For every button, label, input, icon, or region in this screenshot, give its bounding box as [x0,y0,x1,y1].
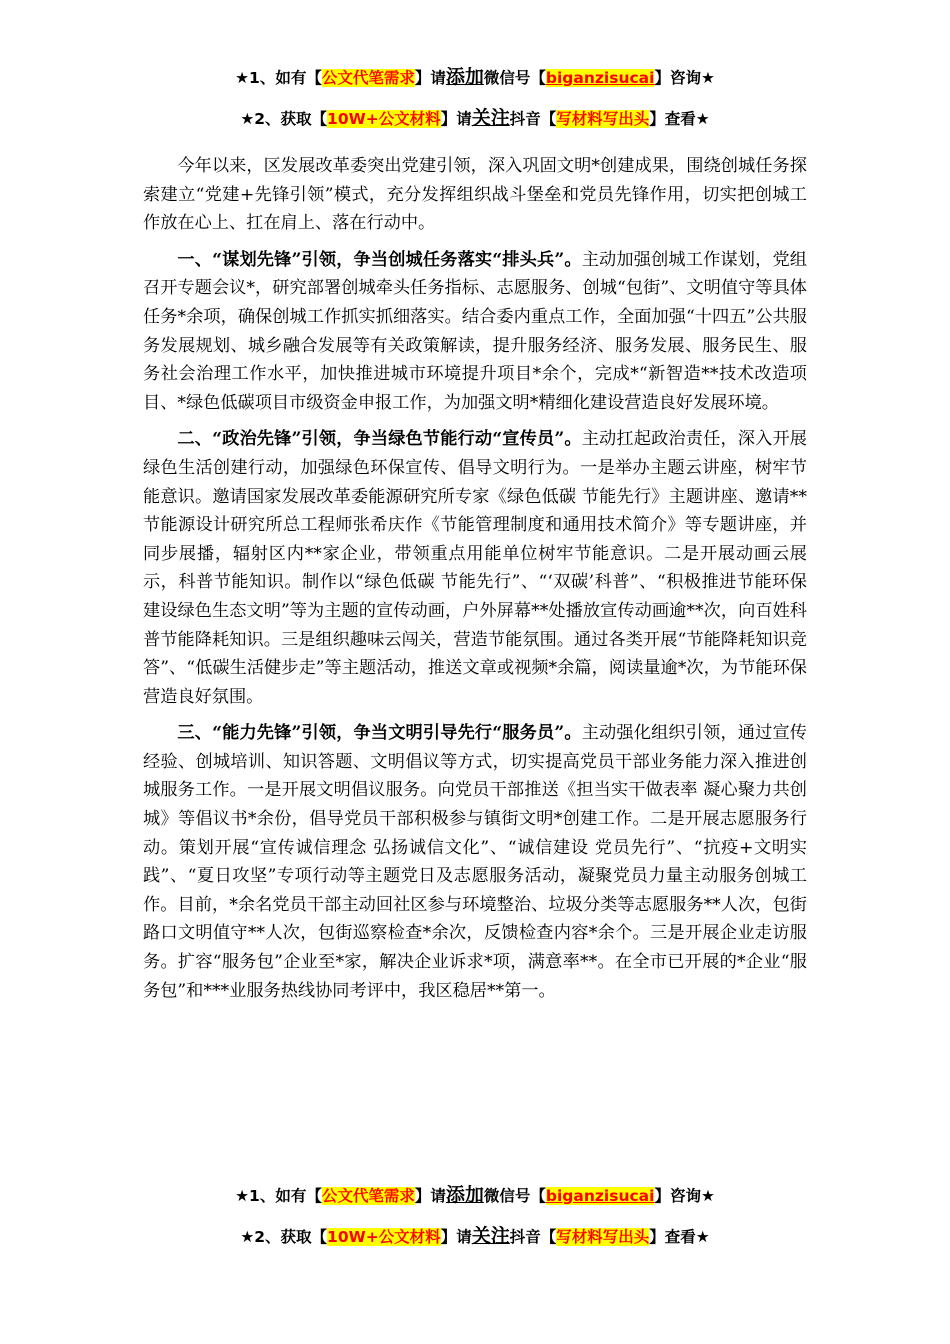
promo-footer-douyin-account: 写材料写出头 [556,1228,650,1246]
section-heading-2: 二、“政治先锋”引领，争当绿色节能行动“宣传员”。 [177,429,582,450]
section-heading-1: 一、“谋划先锋”引领，争当创城任务落实“排头兵”。 [177,249,582,270]
promo-wechat-id: biganzisucai [545,69,655,87]
promo-footer-emphasis-follow: 关注 [471,1225,510,1247]
promo-footer-highlight-ghostwriting: 公文代笔需求 [321,1187,415,1205]
promo-highlight-materials: 10W+公文材料 [327,110,441,128]
promo-header [0,66,950,129]
promo-footer-highlight-materials: 10W+公文材料 [327,1228,441,1246]
promo-emphasis-follow: 关注 [471,107,510,129]
promo-douyin-account: 写材料写出头 [556,110,650,128]
promo-emphasis-add: 添加 [445,66,484,88]
section-paragraph-3 [143,719,807,1005]
section-heading-3: 三、“能力先锋”引领，争当文明引导先行“服务员”。 [177,723,582,744]
section-paragraph-1 [143,246,807,418]
promo-footer-line-1: ★1、如有【公文代笔需求】请添加微信号【biganzisucai】咨询★ [235,1184,715,1206]
promo-highlight-ghostwriting: 公文代笔需求 [321,69,415,87]
document-body [143,152,807,1005]
promo-footer [0,1184,950,1247]
promo-footer-line-2: ★2、获取【10W+公文材料】请关注抖音【写材料写出头】查看★ [240,1225,710,1247]
section-body-3: 主动强化组织引领，通过宣传经验、创城培训、知识答题、文明倡议等方式，切实提高党员干部业务能力深入推进创城服务工作。一是开展文明倡议服务。向党员干部推送《担当实干做表率 凝心聚力共创城》等倡议书*余份，倡导党员干部积极参与镇街文明*创建工作。二是开展志愿服务行动。策划开展“宣传诚信理念 弘扬诚信文化”、“诚信建设 党员先行”、“抗疫+文明实践”、“夏日攻坚”专项行动等主题党日及志愿服务活动，凝聚党员力量主动服务创城工作。目前，*余名党员干部主动回社区参与环境整治、垃圾分类等志愿服务**人次，包街路口文明值守**人次，包街巡察检查*余次，反馈检查内容*余个。三是开展企业走访服务。扩容“服务包”企业至*家，解决企业诉求*项，满意率**。在全市已开展的*企业“服务包”和***业服务热线协同考评中，我区稳居**第一。 [143,723,807,1001]
section-paragraph-2 [143,425,807,711]
promo-footer-emphasis-add: 添加 [445,1184,484,1206]
intro-paragraph: 今年以来，区发展改革委突出党建引领，深入巩固文明*创建成果，围绕创城任务探索建立“党建+先锋引领”模式，充分发挥组织战斗堡垒和党员先锋作用，切实把创城工作放在心上、扛在肩上、落在行动中。 [143,156,807,234]
section-body-2: 主动扛起政治责任，深入开展绿色生活创建行动，加强绿色环保宣传、倡导文明行为。一是举办主题云讲座，树牢节能意识。邀请国家发展改革委能源研究所专家《绿色低碳 节能先行》主题讲座、邀请**节能源设计研究所总工程师张希庆作《节能管理制度和通用技术简介》等专题讲座，并同步展播，辐射区内**家企业，带领重点用能单位树牢节能意识。二是开展动画云展示，科普节能知识。制作以“绿色低碳 节能先行”、“‘双碳’科普”、“积极推进节能环保 建设绿色生态文明”等为主题的宣传动画，户外屏幕**处播放宣传动画逾**次，向百姓科普节能降耗知识。三是组织趣味云闯关，营造节能氛围。通过各类开展“节能降耗知识竞答”、“低碳生活健步走”等主题活动，推送文章或视频*余篇，阅读量逾*次，为节能环保营造良好氛围。 [143,429,807,707]
promo-line-2: ★2、获取【10W+公文材料】请关注抖音【写材料写出头】查看★ [240,107,710,129]
section-body-1: 主动加强创城工作谋划，党组召开专题会议*，研究部署创城牵头任务指标、志愿服务、创城“包街”、文明值守等具体任务*余项，确保创城工作抓实抓细落实。结合委内重点工作，全面加强“十四五”公共服务发展规划、城乡融合发展等有关政策解读，提升服务经济、服务发展、服务民生、服务社会治理工作水平，加快推进城市环境提升项目*余个，完成*“新智造**技术改造项目、*绿色低碳项目市级资金申报工作，为加强文明*精细化建设营造良好发展环境。 [143,249,807,413]
promo-line-1: ★1、如有【公文代笔需求】请添加微信号【biganzisucai】咨询★ [235,66,715,88]
promo-footer-wechat-id: biganzisucai [545,1187,655,1205]
